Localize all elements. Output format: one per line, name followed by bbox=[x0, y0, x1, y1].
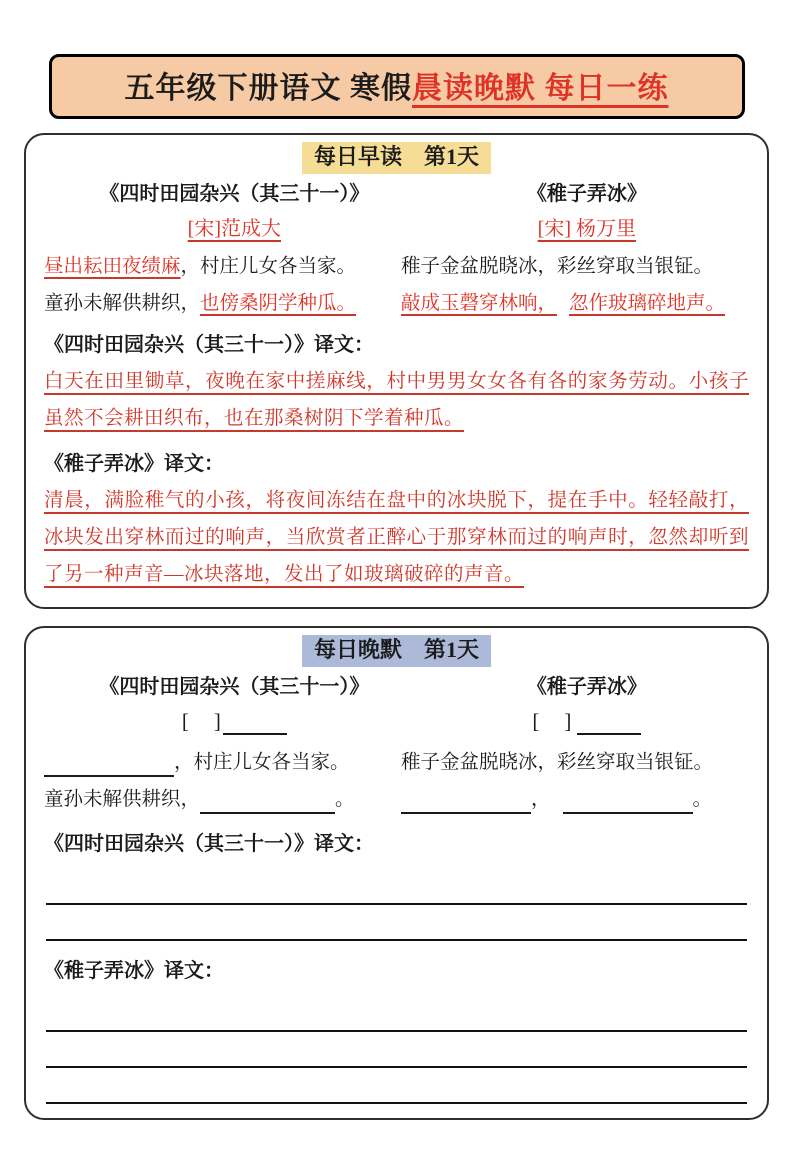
poem-author-left: [宋]范成大 bbox=[187, 218, 281, 240]
poem-title-right: 《稚子弄冰》 bbox=[526, 183, 647, 205]
author-blank-line bbox=[577, 716, 641, 735]
poem-line-black: 童孙未解供耕织， bbox=[44, 789, 201, 810]
fill-blank-line bbox=[44, 755, 174, 777]
fill-blank-line bbox=[563, 792, 693, 814]
poem-line-black: ， bbox=[531, 789, 551, 810]
poem-line-black: ，村庄儿女各当家。 bbox=[174, 752, 350, 773]
poem-line-black: 童孙未解供耕织， bbox=[44, 293, 201, 314]
poem-line-black: 稚子金盆脱晓冰，彩丝穿取当银钲。 bbox=[401, 256, 714, 277]
evening-title-badge: 每日晚默 第1天 bbox=[302, 635, 491, 667]
morning-reading-card bbox=[24, 133, 769, 609]
poem-line-red: 敲成玉磬穿林响， bbox=[401, 293, 558, 314]
header-black-text: 五年级下册语文 寒假 bbox=[124, 72, 412, 105]
morning-section-title bbox=[44, 142, 749, 174]
translation-label: 《四时田园杂兴（其三十一）》译文： bbox=[44, 833, 374, 855]
evening-poem-row-1 bbox=[44, 749, 749, 777]
poem-line-red: 昼出耘田夜绩麻 bbox=[44, 256, 181, 277]
evening-author-blanks-row bbox=[44, 705, 749, 735]
header-red-text: 晨读晚默 每日一练 bbox=[412, 72, 669, 105]
translation-text: 白天在田里锄草，夜晚在家中搓麻线，村中男男女女各有各的家务劳动。小孩子虽然不会耕田织布，也在那桑树阴下学着种瓜。 bbox=[44, 371, 749, 429]
translation-label: 《稚子弄冰》译文： bbox=[44, 453, 224, 475]
evening-dictation-card bbox=[24, 626, 769, 1120]
dynasty-bracket: [ ] bbox=[181, 709, 223, 733]
poem-author-right: [宋] 杨万里 bbox=[537, 218, 636, 240]
evening-poem-titles-row bbox=[44, 673, 749, 701]
poem-line-black: 稚子金盆脱晓冰，彩丝穿取当银钲。 bbox=[401, 752, 714, 773]
poem-line-red: 忽作玻璃碎地声。 bbox=[569, 293, 726, 314]
poem-line-red: 也傍桑阴学种瓜。 bbox=[200, 293, 357, 314]
poem-line-black: 。 bbox=[335, 789, 355, 810]
morning-poem-titles-row bbox=[44, 180, 749, 208]
morning-poem-row-1 bbox=[44, 253, 749, 281]
morning-title-badge: 每日早读 第1天 bbox=[302, 142, 491, 174]
answer-line bbox=[46, 1032, 747, 1068]
translation-text: 清晨，满脸稚气的小孩，将夜间冻结在盘中的冰块脱下，提在手中。轻轻敲打，冰块发出穿林而过的响声，当欣赏者正醉心于那穿林而过的响声时，忽然却听到了另一种声音—冰块落地，发出了如玻璃破碎的声音。 bbox=[44, 490, 749, 585]
poem-line-black: 。 bbox=[692, 789, 713, 810]
fill-blank-line bbox=[200, 792, 335, 814]
worksheet-header bbox=[49, 54, 745, 119]
morning-poem-row-2 bbox=[44, 290, 749, 318]
answer-line bbox=[46, 869, 747, 905]
fill-blank-line bbox=[401, 792, 531, 814]
dynasty-bracket: [ ] bbox=[532, 709, 574, 733]
poem-title-right: 《稚子弄冰》 bbox=[526, 676, 647, 698]
evening-section-title bbox=[44, 635, 749, 667]
answer-line bbox=[46, 996, 747, 1032]
poem-title-left: 《四时田园杂兴（其三十一）》 bbox=[99, 676, 370, 698]
author-blank-line bbox=[223, 716, 287, 735]
poem-title-left: 《四时田园杂兴（其三十一）》 bbox=[99, 183, 370, 205]
answer-line bbox=[46, 905, 747, 941]
evening-poem-row-2 bbox=[44, 786, 749, 814]
answer-line bbox=[46, 1068, 747, 1104]
translation-label: 《稚子弄冰》译文： bbox=[44, 960, 224, 982]
morning-poem-authors-row bbox=[44, 214, 749, 244]
translation-label: 《四时田园杂兴（其三十一）》译文： bbox=[44, 334, 374, 356]
poem-line-black: ，村庄儿女各当家。 bbox=[180, 256, 357, 277]
